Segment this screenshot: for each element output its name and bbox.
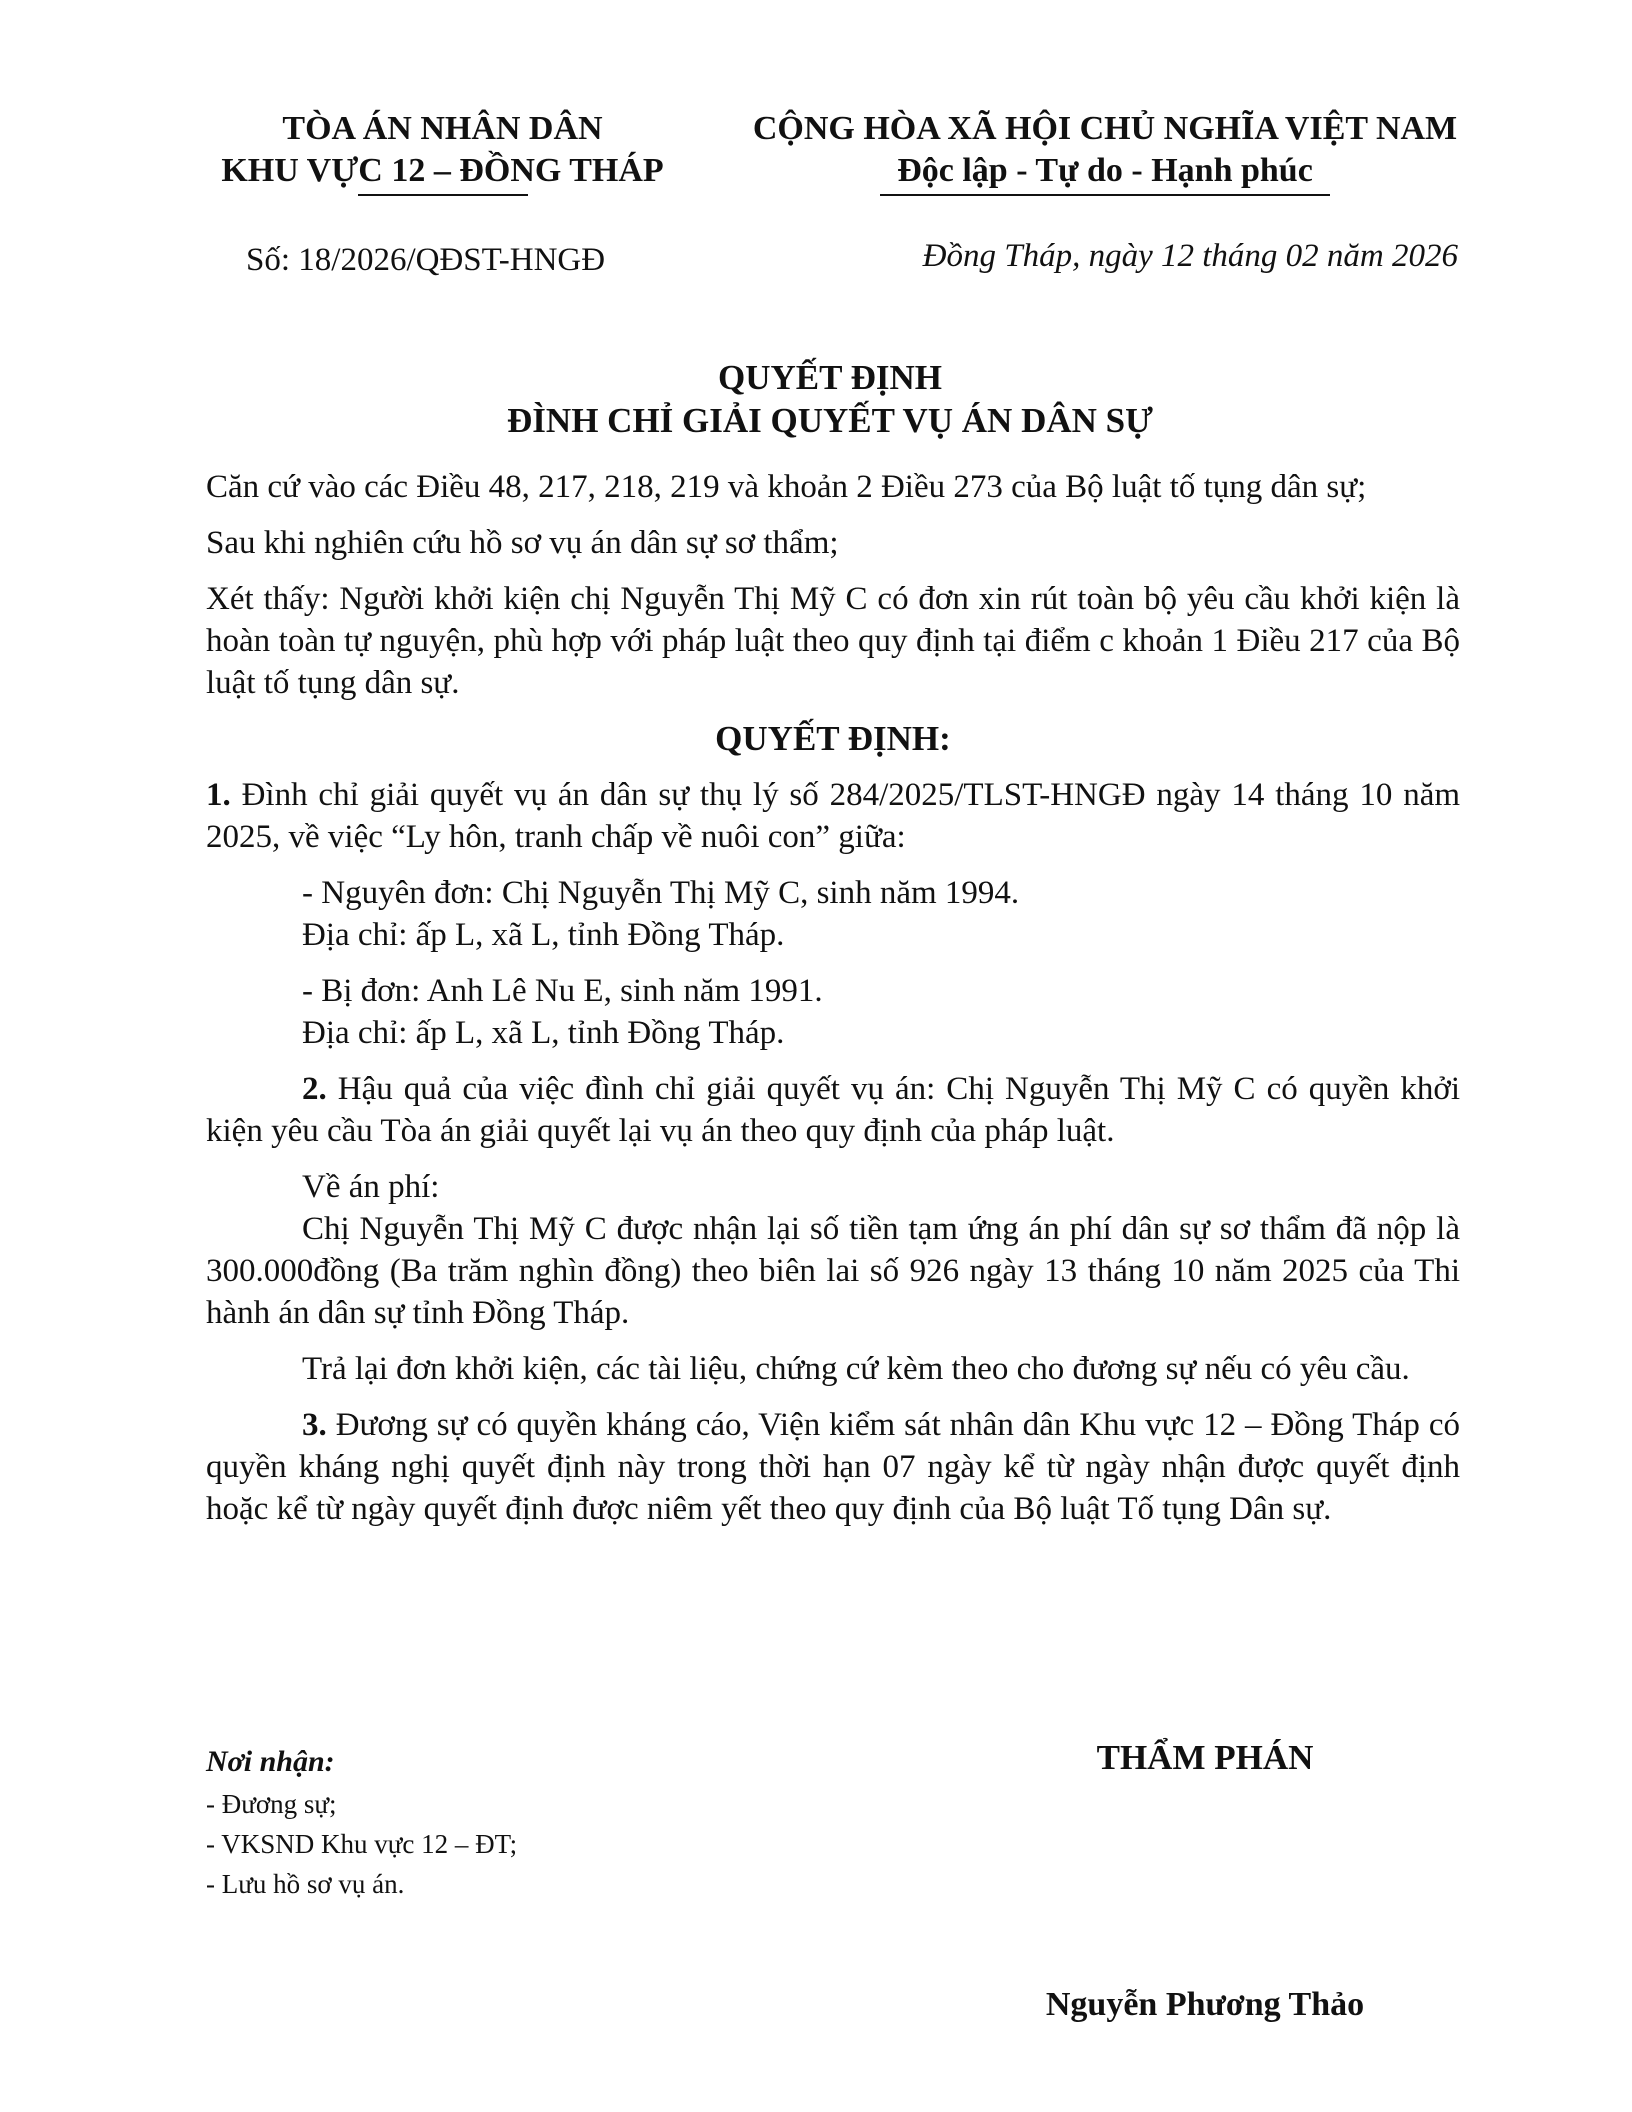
decision-heading: QUYẾT ĐỊNH:	[715, 719, 951, 758]
item-3-text: Đương sự có quyền kháng cáo, Viện kiểm sát nhân dân Khu vực 12 – Đồng Tháp có quyền kháng nghị quyết định này trong thời hạn 07 ngày kể từ ngày nhận được quyết định hoặc kể từ ngày quyết định được niêm yết theo quy định của Bộ luật Tố tụng Dân sự.	[206, 1407, 1461, 1527]
court-header-underline	[358, 194, 528, 196]
item-1-number: 1.	[206, 777, 231, 813]
title-line-1: QUYẾT ĐỊNH	[718, 358, 942, 397]
item-3-number: 3.	[302, 1407, 327, 1443]
judge-name: Nguyễn Phương Thảo	[1045, 1986, 1365, 2023]
decision-item-2	[206, 1068, 1460, 1152]
item-2-text: Hậu quả của việc đình chỉ giải quyết vụ án: Chị Nguyễn Thị Mỹ C có quyền khởi kiện yêu cầu Tòa án giải quyết lại vụ án theo quy định của pháp luật.	[206, 1071, 1461, 1149]
national-header-underline	[880, 194, 1330, 196]
document-date: Đồng Tháp, ngày 12 tháng 02 năm 2026	[922, 238, 1458, 274]
item-1-text: Đình chỉ giải quyết vụ án dân sự thụ lý số 284/2025/TLST-HNGĐ ngày 14 tháng 10 năm 2025, về việc “Ly hôn, tranh chấp về nuôi con” giữa:	[206, 777, 1461, 855]
consideration: Xét thấy: Người khởi kiện chị Nguyễn Thị Mỹ C có đơn xin rút toàn bộ yêu cầu khởi kiện là hoàn toàn tự nguyện, phù hợp với pháp luật theo quy định tại điểm c khoản 1 Điều 217 của Bộ luật tố tụng dân sự.	[206, 581, 1460, 701]
plaintiff-address: Địa chỉ: ấp L, xã L, tỉnh Đồng Tháp.	[302, 917, 785, 953]
decision-item-3	[206, 1404, 1460, 1530]
recipients-block	[206, 1740, 766, 1904]
recipient-item: - Đương sự;	[206, 1789, 337, 1819]
recipient-item: - Lưu hồ sơ vụ án.	[206, 1869, 405, 1899]
fee-text: Chị Nguyễn Thị Mỹ C được nhận lại số tiền tạm ứng án phí dân sự sơ thẩm đã nộp là 300.000đồng (Ba trăm nghìn đồng) theo biên lai số 926 ngày 13 tháng 10 năm 2025 của Thi hành án dân sự tỉnh Đồng Tháp.	[206, 1211, 1460, 1331]
title-line-2: ĐÌNH CHỈ GIẢI QUYẾT VỤ ÁN DÂN SỰ	[507, 401, 1153, 440]
national-motto: Độc lập - Tự do - Hạnh phúc	[897, 152, 1313, 189]
item-2-number: 2.	[302, 1071, 327, 1107]
document-number: Số: 18/2026/QĐST-HNGĐ	[246, 242, 606, 278]
defendant: - Bị đơn: Anh Lê Nu E, sinh năm 1991.	[302, 973, 823, 1009]
document-title	[200, 356, 1460, 442]
document-body	[206, 466, 1460, 1530]
recipient-item: - VKSND Khu vực 12 – ĐT;	[206, 1829, 518, 1859]
plaintiff: - Nguyên đơn: Chị Nguyễn Thị Mỹ C, sinh năm 1994.	[302, 875, 1020, 911]
fee-heading: Về án phí:	[302, 1169, 440, 1205]
return-documents: Trả lại đơn khởi kiện, các tài liệu, chứng cứ kèm theo cho đương sự nếu có yêu cầu.	[302, 1351, 1410, 1387]
court-name: TÒA ÁN NHÂN DÂN	[282, 110, 603, 147]
country-name: CỘNG HÒA XÃ HỘI CHỦ NGHĨA VIỆT NAM	[752, 110, 1458, 147]
review-statement: Sau khi nghiên cứu hồ sơ vụ án dân sự sơ thẩm;	[206, 525, 839, 561]
judge-title: THẨM PHÁN	[1096, 1738, 1314, 1777]
defendant-address: Địa chỉ: ấp L, xã L, tỉnh Đồng Tháp.	[302, 1015, 785, 1051]
decision-item-1	[206, 774, 1460, 858]
court-region: KHU VỰC 12 – ĐỒNG THÁP	[221, 152, 664, 189]
legal-basis: Căn cứ vào các Điều 48, 217, 218, 219 và khoản 2 Điều 273 của Bộ luật tố tụng dân sự;	[206, 469, 1367, 505]
court-header	[170, 108, 715, 196]
recipients-label: Nơi nhận:	[206, 1745, 335, 1778]
national-header	[740, 108, 1470, 196]
